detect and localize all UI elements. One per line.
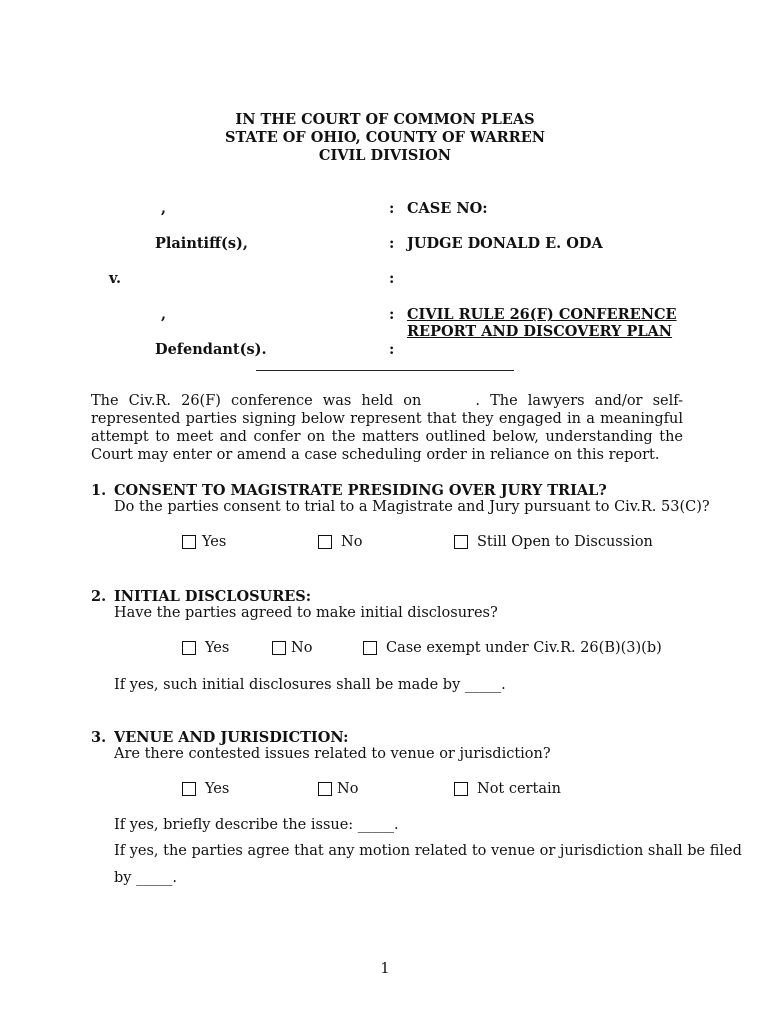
plaintiff-label: Plaintiff(s), [155, 235, 248, 252]
versus-label: v. [109, 270, 122, 287]
page-number: 1 [380, 961, 390, 977]
document-title-line2: REPORT AND DISCOVERY PLAN [407, 323, 673, 340]
venue-motion-line: If yes, the parties agree that any motion related to venue or jurisdiction shall be filed [114, 843, 742, 859]
caption-colon: : [389, 270, 395, 287]
yes-checkbox[interactable] [182, 641, 196, 655]
caption-colon: : [389, 200, 395, 217]
intro-text-part2: . The lawyers and/or self-represented parties signing below represent that they engaged in a meaningful attempt to meet and confer on the matters outlined below, understanding the Court may enter or amend a case scheduling order in reliance on this report. [91, 393, 683, 463]
caption-separator [256, 370, 514, 371]
document-title-line1: CIVIL RULE 26(F) CONFERENCE [407, 306, 677, 323]
intro-text-part1: The Civ.R. 26(F) conference was held on [91, 393, 422, 409]
option-label: Yes [202, 534, 227, 550]
option-label: Yes [205, 781, 230, 797]
caption-colon: : [389, 306, 395, 323]
option-label: Case exempt under Civ.R. 26(B)(3)(b) [386, 640, 662, 656]
section-number: 2. [91, 588, 107, 605]
no-checkbox[interactable] [318, 535, 332, 549]
yes-checkbox[interactable] [182, 782, 196, 796]
court-location: STATE OF OHIO, COUNTY OF WARREN [224, 129, 546, 146]
section-heading: INITIAL DISCLOSURES: [114, 588, 312, 605]
option-label: Not certain [477, 781, 561, 797]
section-number: 3. [91, 729, 107, 746]
still-open-checkbox[interactable] [454, 535, 468, 549]
section-number: 1. [91, 482, 107, 499]
caption-colon: : [389, 341, 395, 358]
caption-colon: : [389, 235, 395, 252]
disclosure-date-line: If yes, such initial disclosures shall be made by _____. [114, 677, 506, 693]
judge-name: JUDGE DONALD E. ODA [407, 235, 603, 252]
option-label: Still Open to Discussion [477, 534, 653, 550]
option-label: No [291, 640, 313, 656]
yes-checkbox[interactable] [182, 535, 196, 549]
case-exempt-checkbox[interactable] [363, 641, 377, 655]
section-question: Are there contested issues related to venue or jurisdiction? [114, 746, 551, 762]
court-division: CIVIL DIVISION [318, 147, 452, 164]
option-label: Yes [205, 640, 230, 656]
option-label: No [341, 534, 363, 550]
section-question: Do the parties consent to trial to a Magistrate and Jury pursuant to Civ.R. 53(C)? [114, 499, 710, 515]
case-number-label: CASE NO: [407, 200, 488, 217]
not-certain-checkbox[interactable] [454, 782, 468, 796]
section-heading: VENUE AND JURISDICTION: [114, 729, 349, 746]
defendant-name-blank: , [161, 306, 167, 323]
plaintiff-name-blank: , [161, 200, 167, 217]
court-name: IN THE COURT OF COMMON PLEAS [235, 111, 535, 128]
no-checkbox[interactable] [318, 782, 332, 796]
venue-issue-line: If yes, briefly describe the issue: _____. [114, 817, 399, 833]
section-heading: CONSENT TO MAGISTRATE PRESIDING OVER JURY TRIAL? [114, 482, 607, 499]
defendant-label: Defendant(s). [155, 341, 267, 358]
intro-paragraph [91, 392, 683, 464]
section-question: Have the parties agreed to make initial disclosures? [114, 605, 498, 621]
venue-motion-date-line: by _____. [114, 870, 177, 886]
option-label: No [337, 781, 359, 797]
no-checkbox[interactable] [272, 641, 286, 655]
